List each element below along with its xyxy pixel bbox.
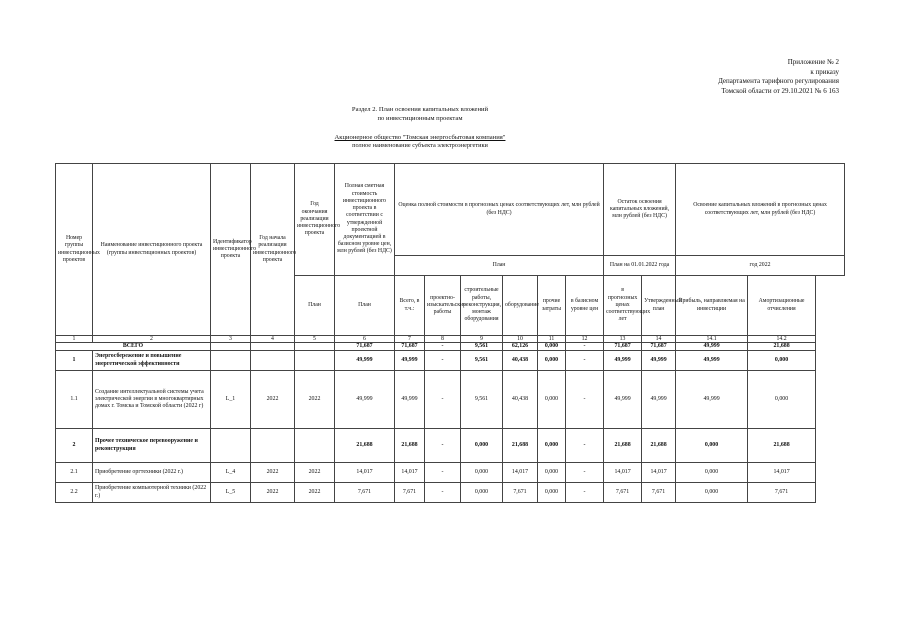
table-cell: 9,561 (461, 371, 503, 429)
table-cell: - (566, 463, 604, 483)
header-end-plan: План (295, 276, 335, 336)
table-cell: 14,017 (395, 463, 425, 483)
table-cell: 49,999 (604, 371, 642, 429)
organization-name: Акционерное общество "Томская энергосбытовая компания" (334, 134, 506, 141)
row-project-id: L_4 (211, 463, 251, 483)
table-cell: 0,000 (748, 351, 816, 371)
column-number: 14.2 (748, 336, 816, 343)
table-cell: 49,999 (642, 371, 676, 429)
table-cell: 0,000 (461, 483, 503, 503)
section-title-line: по инвестиционным проектам (377, 114, 463, 122)
column-number: 3 (211, 336, 251, 343)
row-number: 2.1 (56, 463, 93, 483)
header-base-level: в базисном уровне цен (566, 276, 604, 336)
header-remaining: Остаток освоения капитальных вложений, млн рублей (без НДС) (604, 164, 676, 256)
table-cell: 0,000 (538, 343, 566, 351)
section-title (300, 106, 540, 123)
table-cell: 21,688 (503, 429, 538, 463)
column-number: 1 (56, 336, 93, 343)
table-cell: 14,017 (604, 463, 642, 483)
table-cell: 71,687 (604, 343, 642, 351)
table-cell: 21,688 (335, 429, 395, 463)
table-cell: - (425, 429, 461, 463)
table-cell: 40,438 (503, 371, 538, 429)
row-project-name: Создание интеллектуальной системы учета электрической энергии в многоквартирных домах г. Томска и Томской области (2022 г) (93, 371, 211, 429)
header-forecast: в прогнозных ценах соответствующих лет (604, 276, 642, 336)
table-cell: 49,999 (676, 371, 748, 429)
table-cell: 0,000 (538, 351, 566, 371)
table-cell: 0,000 (461, 429, 503, 463)
table-cell: 9,561 (461, 343, 503, 351)
column-numbers-row (56, 336, 845, 343)
header-equipment: оборудование (503, 276, 538, 336)
header-start-year: Год начала реализации инвестиционного проекта (251, 164, 295, 336)
table-cell: 7,671 (395, 483, 425, 503)
section-title-line: Раздел 2. План освоения капитальных вложений (351, 106, 489, 113)
row-end-year: 2022 (295, 371, 335, 429)
table-row (56, 463, 845, 483)
column-number: 13 (604, 336, 642, 343)
header-total-incl: Всего, в т.ч.: (395, 276, 425, 336)
header-full-cost: Полная сметная стоимость инвестиционного проекта в соответствии с утвержденной проектной документацией в базисном уровне цен, млн рублей (без НДС) (335, 164, 395, 276)
table-row (56, 371, 845, 429)
table-row (56, 483, 845, 503)
row-project-name: Приобретение компьютерной техники (2022 г.) (93, 483, 211, 503)
header-development: Освоение капитальных вложений в прогнозных ценах соответствующих лет, млн рублей (без НДС) (676, 164, 845, 256)
header-plan-on-date: План на 01.01.2022 года (604, 256, 676, 276)
header-end-year: Год окончания реализации инвестиционного проекта (295, 164, 335, 276)
header-project-name: Наименование инвестиционного проекта (группы инвестиционных проектов) (93, 164, 211, 336)
column-number: 6 (335, 336, 395, 343)
table-cell: - (425, 343, 461, 351)
row-project-name: Прочее техническое перевооружение и реконструкция (93, 429, 211, 463)
row-project-id (211, 351, 251, 371)
table-cell: 14,017 (503, 463, 538, 483)
table-cell: 7,671 (604, 483, 642, 503)
row-start-year: 2022 (251, 483, 295, 503)
row-start-year (251, 351, 295, 371)
table-body (56, 351, 845, 503)
column-number: 12 (566, 336, 604, 343)
table-cell: 49,999 (395, 351, 425, 371)
table-cell: 21,688 (395, 429, 425, 463)
row-start-year (251, 429, 295, 463)
total-row (56, 343, 845, 351)
table-cell: 7,671 (335, 483, 395, 503)
table-cell: 7,671 (748, 483, 816, 503)
table-cell: 14,017 (335, 463, 395, 483)
appendix-line: к приказу (810, 67, 839, 76)
row-project-id: L_5 (211, 483, 251, 503)
table-cell: 49,999 (395, 371, 425, 429)
table-cell: - (566, 343, 604, 351)
row-project-name: Приобретение оргтехники (2022 г.) (93, 463, 211, 483)
column-number: 8 (425, 336, 461, 343)
header-row (56, 164, 845, 256)
header-group-number: Номер группы инвестиционных проектов (56, 164, 93, 336)
row-project-id: L_1 (211, 371, 251, 429)
row-end-year (295, 351, 335, 371)
table-cell: 71,687 (642, 343, 676, 351)
row-number: 1 (56, 351, 93, 371)
table-cell (251, 343, 295, 351)
table-cell: 49,999 (642, 351, 676, 371)
table-cell: 0,000 (676, 483, 748, 503)
row-number: 2.2 (56, 483, 93, 503)
table-cell: 40,438 (503, 351, 538, 371)
row-number: 1.1 (56, 371, 93, 429)
header-year-2022: год 2022 (676, 256, 845, 276)
table-cell: 14,017 (748, 463, 816, 483)
table-cell: 0,000 (461, 463, 503, 483)
table-cell: - (566, 429, 604, 463)
column-number: 4 (251, 336, 295, 343)
table-cell: 0,000 (538, 483, 566, 503)
table-cell: 49,999 (604, 351, 642, 371)
column-number: 2 (93, 336, 211, 343)
row-project-id (211, 429, 251, 463)
table-cell: 9,561 (461, 351, 503, 371)
table-cell: 21,688 (642, 429, 676, 463)
row-start-year: 2022 (251, 463, 295, 483)
table-cell: 71,687 (335, 343, 395, 351)
appendix-line: Приложение № 2 (787, 58, 839, 66)
header-project-id: Идентификатор инвестиционного проекта (211, 164, 251, 336)
table-cell: 0,000 (538, 463, 566, 483)
table-cell: 0,000 (676, 463, 748, 483)
table-cell: 14,017 (642, 463, 676, 483)
column-number: 11 (538, 336, 566, 343)
table-cell: 21,688 (604, 429, 642, 463)
table-cell: 7,671 (642, 483, 676, 503)
header-profit: Прибыль, направляемая на инвестиции (676, 276, 748, 336)
table-cell: - (566, 371, 604, 429)
table-cell (211, 343, 251, 351)
table-cell: 0,000 (538, 429, 566, 463)
appendix-header (718, 58, 839, 96)
table-cell: - (425, 371, 461, 429)
table-cell: 0,000 (748, 371, 816, 429)
row-end-year: 2022 (295, 463, 335, 483)
column-number: 5 (295, 336, 335, 343)
table-cell: - (425, 351, 461, 371)
row-end-year: 2022 (295, 483, 335, 503)
organization-block (240, 134, 600, 150)
table-cell: 71,687 (395, 343, 425, 351)
column-number: 14 (642, 336, 676, 343)
table-cell: - (566, 483, 604, 503)
table-cell: - (566, 351, 604, 371)
table-cell: 21,688 (748, 429, 816, 463)
column-number: 9 (461, 336, 503, 343)
header-estimate: Оценка полной стоимости в прогнозных ценах соответствующих лет, млн рублей (без НДС) (395, 164, 604, 256)
header-construction: строительные работы, реконструкция, монтаж оборудования (461, 276, 503, 336)
table-row (56, 429, 845, 463)
table-cell: 0,000 (538, 371, 566, 429)
table-cell: 21,688 (748, 343, 816, 351)
column-number: 14.1 (676, 336, 748, 343)
organization-caption: полное наименование субъекта электроэнергетики (352, 142, 488, 149)
column-number: 10 (503, 336, 538, 343)
appendix-line: Томской области от 29.10.2021 № 6 163 (721, 86, 839, 95)
header-other: прочие затраты (538, 276, 566, 336)
header-plan: План (395, 256, 604, 276)
header-depreciation: Амортизационные отчисления (748, 276, 816, 336)
row-start-year: 2022 (251, 371, 295, 429)
table-cell: - (425, 483, 461, 503)
table-cell: 49,999 (676, 351, 748, 371)
table-cell: 49,999 (335, 371, 395, 429)
table-cell: - (425, 463, 461, 483)
table-row (56, 351, 845, 371)
row-number: 2 (56, 429, 93, 463)
table-cell: 49,999 (676, 343, 748, 351)
column-number: 7 (395, 336, 425, 343)
table-cell: 0,000 (676, 429, 748, 463)
table-cell (295, 343, 335, 351)
header-cost-plan: План (335, 276, 395, 336)
table-cell: 49,999 (335, 351, 395, 371)
header-approved: Утвержденный план (642, 276, 676, 336)
table-cell: 7,671 (503, 483, 538, 503)
investment-plan-table (55, 163, 845, 503)
header-design: проектно-изыскательские работы (425, 276, 461, 336)
row-project-name: Энергосбережение и повышение энергетической эффективности (93, 351, 211, 371)
total-label: ВСЕГО (56, 343, 211, 351)
row-end-year (295, 429, 335, 463)
table-cell: 62,126 (503, 343, 538, 351)
appendix-line: Департамента тарифного регулирования (718, 77, 839, 86)
